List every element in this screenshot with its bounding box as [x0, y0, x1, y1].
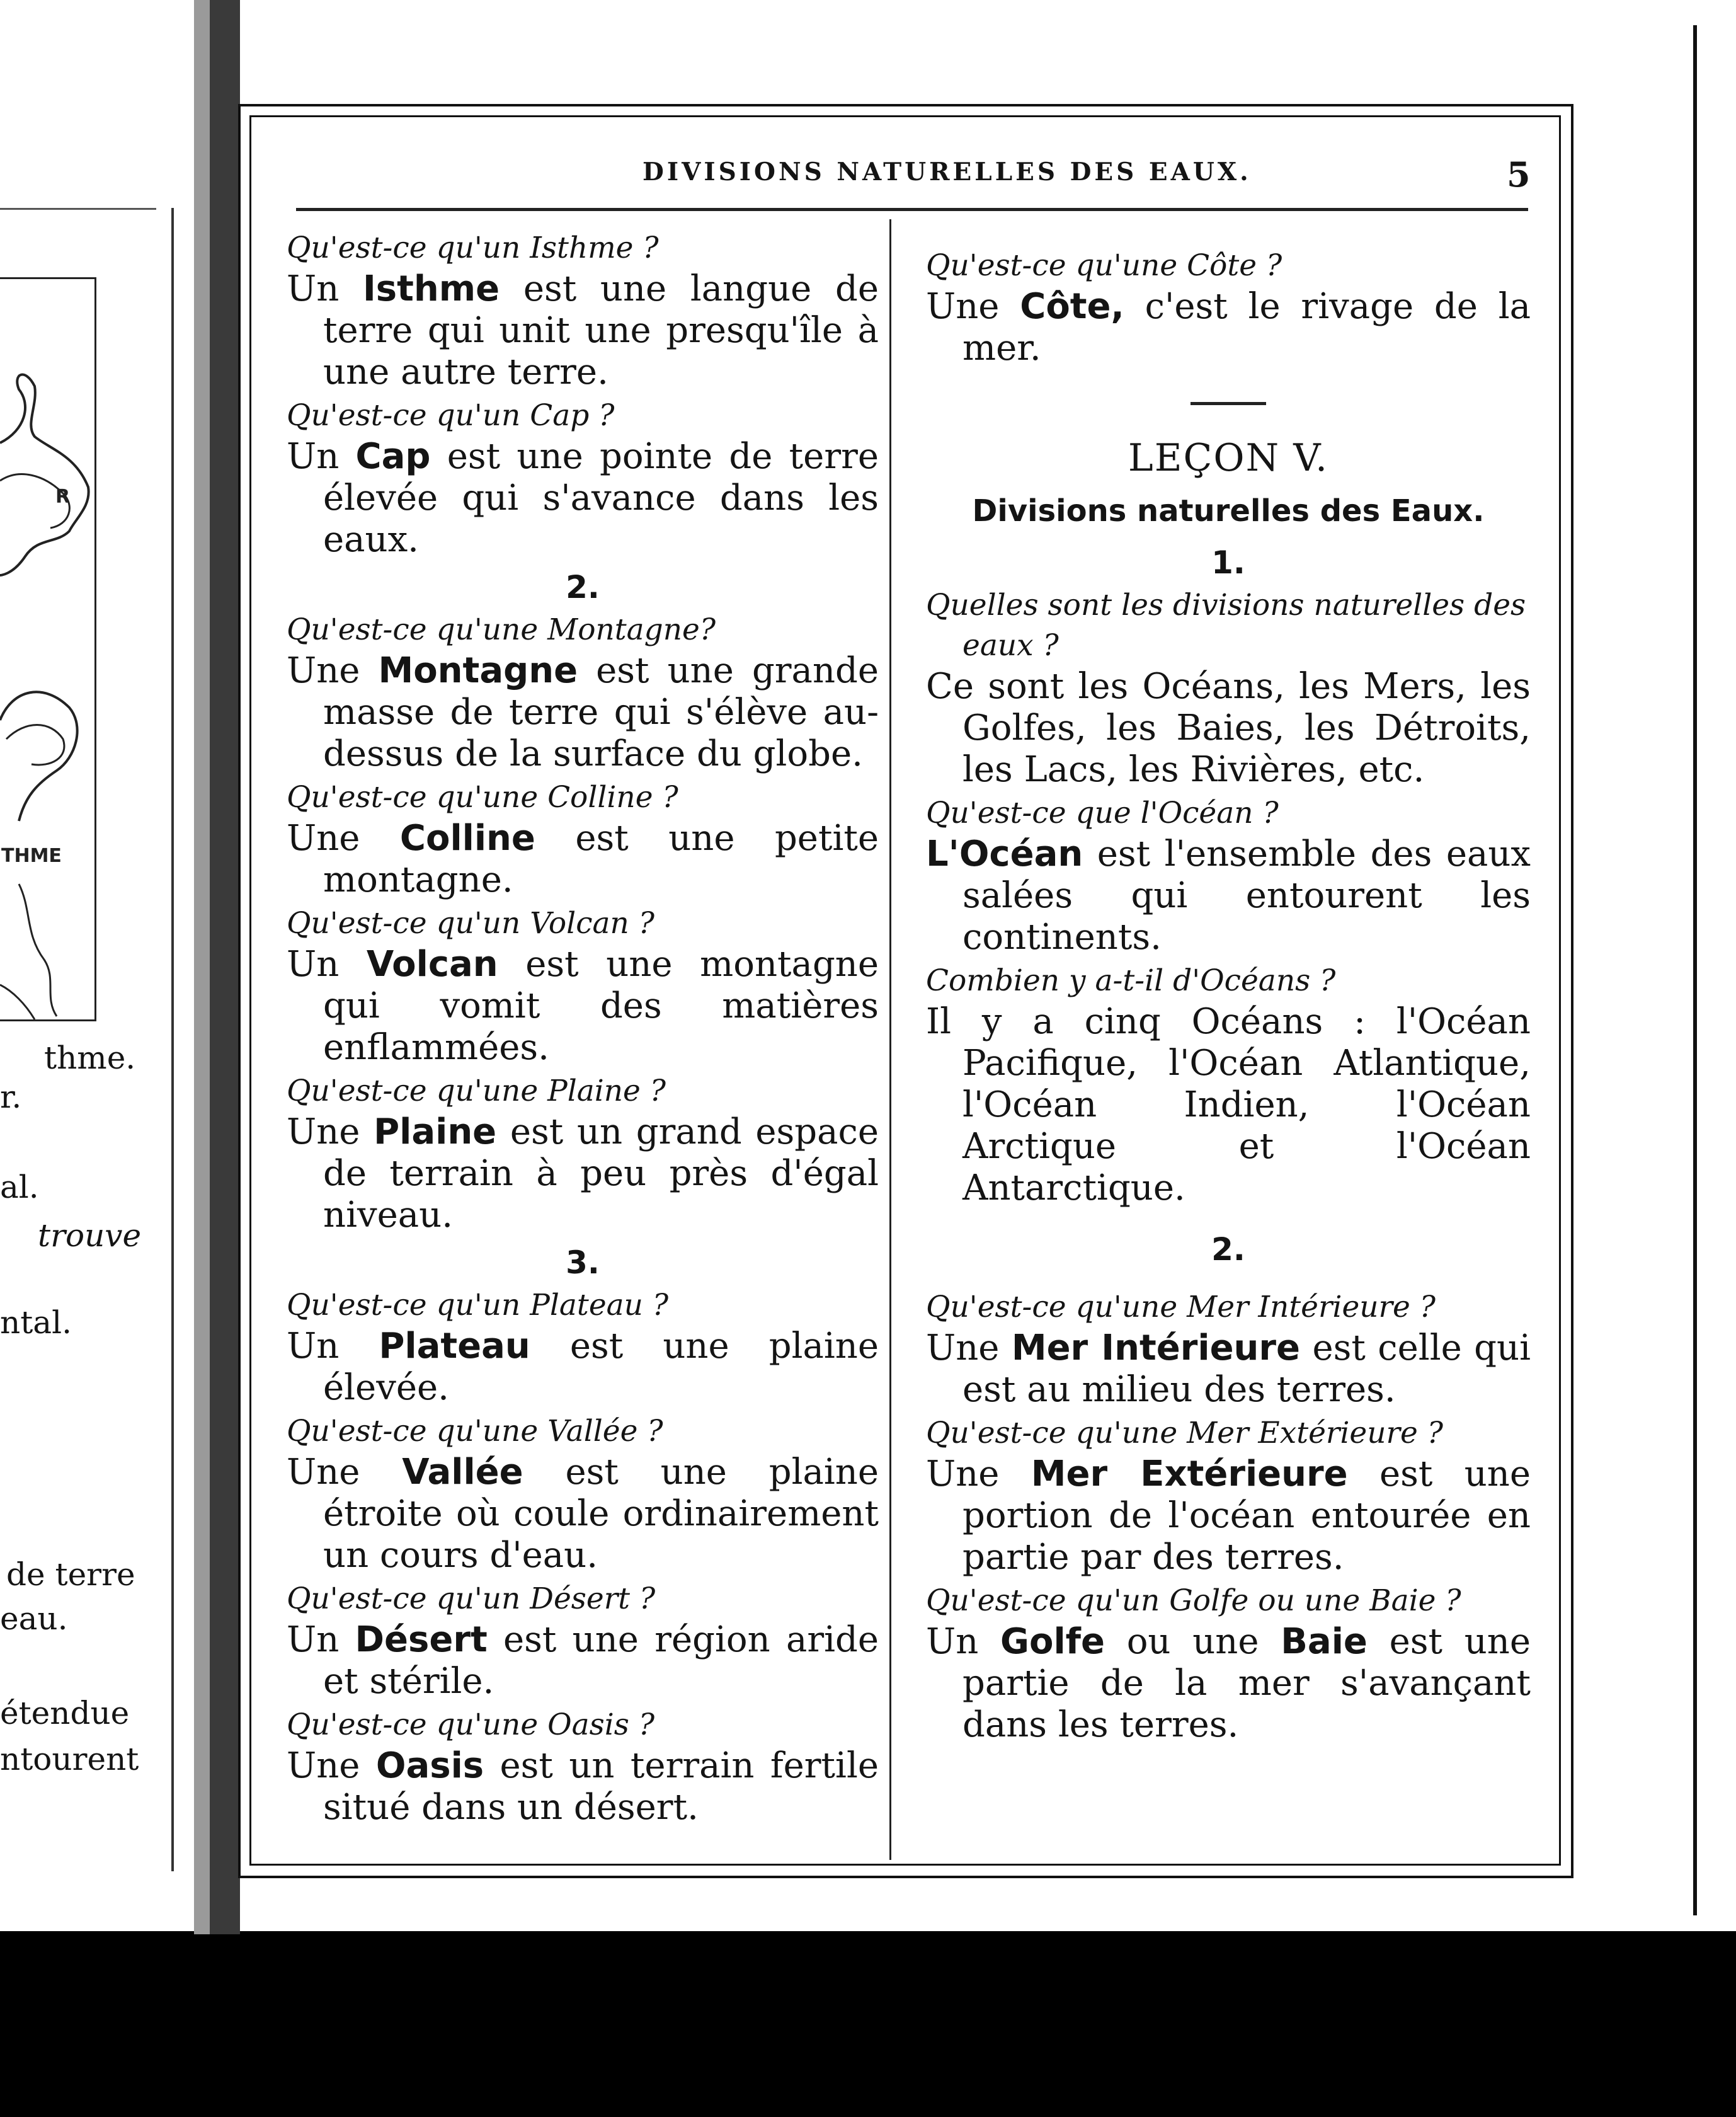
scan-bottom-border — [0, 1931, 1736, 2117]
question-ocean: Qu'est-ce que l'Océan ? — [926, 796, 1279, 830]
previous-page-fragment — [0, 0, 192, 1890]
lesson-subtitle: Divisions naturelles des Eaux. — [972, 493, 1485, 529]
answer-oceans-count: Il y a cinq Océans : l'Océan Pacifique, l'Océan Atlantique, l'Océan Indien, l'Océan Arctique et l'Océan Antarctique. — [926, 1001, 1531, 1208]
question-plaine: Qu'est-ce qu'une Plaine ? — [287, 1074, 666, 1108]
question-colline: Qu'est-ce qu'une Colline ? — [287, 780, 678, 815]
section-number: 2. — [1211, 1231, 1245, 1268]
page-edge — [1693, 25, 1697, 1915]
answer-vallee: Une Vallée est une plaine étroite où coule ordinairement un cours d'eau. — [287, 1452, 879, 1576]
answer-montagne: Une Montagne est une grande masse de terre qui s'élève au-dessus de la surface du globe. — [287, 650, 879, 774]
book-gutter — [210, 0, 240, 1934]
lesson-title: LEÇON V. — [1128, 436, 1329, 480]
question-divisions: Quelles sont les divisions naturelles des eaux ? — [926, 588, 1526, 663]
answer-golfe: Un Golfe ou une Baie est une partie de la mer s'avançant dans les terres. — [926, 1621, 1531, 1745]
question-cote: Qu'est-ce qu'une Côte ? — [926, 248, 1282, 283]
term-baie: Baie — [1281, 1621, 1368, 1662]
question-golfe: Qu'est-ce qu'un Golfe ou une Baie ? — [926, 1583, 1461, 1618]
question-isthme: Qu'est-ce qu'un Isthme ? — [287, 231, 659, 265]
answer-cote: Une Côte, c'est le rivage de la mer. — [926, 286, 1531, 369]
map-label-r: R — [55, 486, 71, 508]
term-desert: Désert — [355, 1619, 488, 1660]
answer-volcan: Un Volcan est une montagne qui vomit des matières enflammées. — [287, 944, 879, 1068]
previous-page-line: eau. — [0, 1600, 68, 1637]
term-montagne: Montagne — [378, 650, 578, 691]
lesson-separator-rule — [1191, 402, 1266, 405]
running-header: DIVISIONS NATURELLES DES EAUX. — [642, 158, 1252, 186]
answer-mer-interieure: Une Mer Intérieure est celle qui est au milieu des terres. — [926, 1328, 1531, 1410]
question-mer-interieure: Qu'est-ce qu'une Mer Intérieure ? — [926, 1290, 1436, 1324]
answer-desert: Un Désert est une région aride et stérile. — [287, 1619, 879, 1702]
page-number: 5 — [1507, 154, 1531, 195]
answer-divisions: Ce sont les Océans, les Mers, les Golfes, les Baies, les Détroits, les Lacs, les Rivières, etc. — [926, 666, 1531, 790]
term-plaine: Plaine — [374, 1111, 497, 1152]
book-gutter-shadow — [194, 0, 210, 1934]
previous-page-line: ntourent — [0, 1741, 139, 1777]
answer-oasis: Une Oasis est un terrain fertile situé dans un désert. — [287, 1745, 879, 1828]
answer-colline: Une Colline est une petite montagne. — [287, 818, 879, 900]
term-colline: Colline — [399, 818, 535, 859]
answer-plaine: Une Plaine est un grand espace de terrain à peu près d'égal niveau. — [287, 1111, 879, 1236]
question-cap: Qu'est-ce qu'un Cap ? — [287, 398, 615, 433]
previous-page-line: al. — [0, 1169, 39, 1205]
previous-page-line: ntal. — [0, 1304, 72, 1341]
isthmus-map-illustration — [0, 277, 96, 1021]
term-plateau: Plateau — [379, 1326, 530, 1367]
section-number: 3. — [566, 1244, 600, 1281]
question-volcan: Qu'est-ce qu'un Volcan ? — [287, 906, 654, 941]
term-oasis: Oasis — [375, 1745, 484, 1786]
term-cap: Cap — [355, 436, 431, 477]
header-rule — [296, 208, 1528, 211]
right-column — [926, 246, 1531, 1748]
left-column — [287, 228, 879, 1831]
previous-page-line: de terre — [6, 1556, 135, 1593]
answer-ocean: L'Océan est l'ensemble des eaux salées qui entourent les continents. — [926, 834, 1531, 958]
term-golfe: Golfe — [1000, 1621, 1105, 1662]
term-volcan: Volcan — [366, 944, 498, 985]
term-mer-exterieure: Mer Extérieure — [1031, 1454, 1348, 1495]
term-ocean: L'Océan — [926, 834, 1083, 875]
previous-page-line: trouve — [38, 1217, 142, 1254]
answer-isthme: Un Isthme est une langue de terre qui unit une presqu'île à une autre terre. — [287, 268, 879, 393]
question-oasis: Qu'est-ce qu'une Oasis ? — [287, 1707, 655, 1742]
answer-cap: Un Cap est une pointe de terre élevée qui s'avance dans les eaux. — [287, 436, 879, 560]
answer-mer-exterieure: Une Mer Extérieure est une portion de l'océan entourée en partie par des terres. — [926, 1454, 1531, 1578]
question-desert: Qu'est-ce qu'un Désert ? — [287, 1581, 656, 1616]
question-vallee: Qu'est-ce qu'une Vallée ? — [287, 1414, 663, 1449]
previous-page-line: thme. — [44, 1040, 136, 1076]
previous-page-line: r. — [0, 1079, 22, 1115]
term-mer-interieure: Mer Intérieure — [1011, 1328, 1301, 1368]
question-oceans-count: Combien y a-t-il d'Océans ? — [926, 963, 1336, 998]
map-label-isthme: THME — [1, 845, 62, 867]
previous-page-frame — [171, 208, 174, 1871]
map-coastline-drawing — [0, 279, 94, 1019]
section-number: 1. — [1211, 544, 1245, 581]
question-plateau: Qu'est-ce qu'un Plateau ? — [287, 1288, 669, 1322]
question-mer-exterieure: Qu'est-ce qu'une Mer Extérieure ? — [926, 1416, 1443, 1450]
term-cote: Côte, — [1020, 286, 1124, 327]
question-montagne: Qu'est-ce qu'une Montagne? — [287, 612, 716, 647]
answer-plateau: Un Plateau est une plaine élevée. — [287, 1326, 879, 1408]
section-number: 2. — [566, 569, 600, 605]
previous-page-rule — [0, 208, 156, 210]
column-divider — [889, 219, 891, 1860]
term-isthme: Isthme — [362, 268, 500, 309]
term-vallee: Vallée — [402, 1452, 523, 1493]
previous-page-line: étendue — [0, 1695, 130, 1731]
